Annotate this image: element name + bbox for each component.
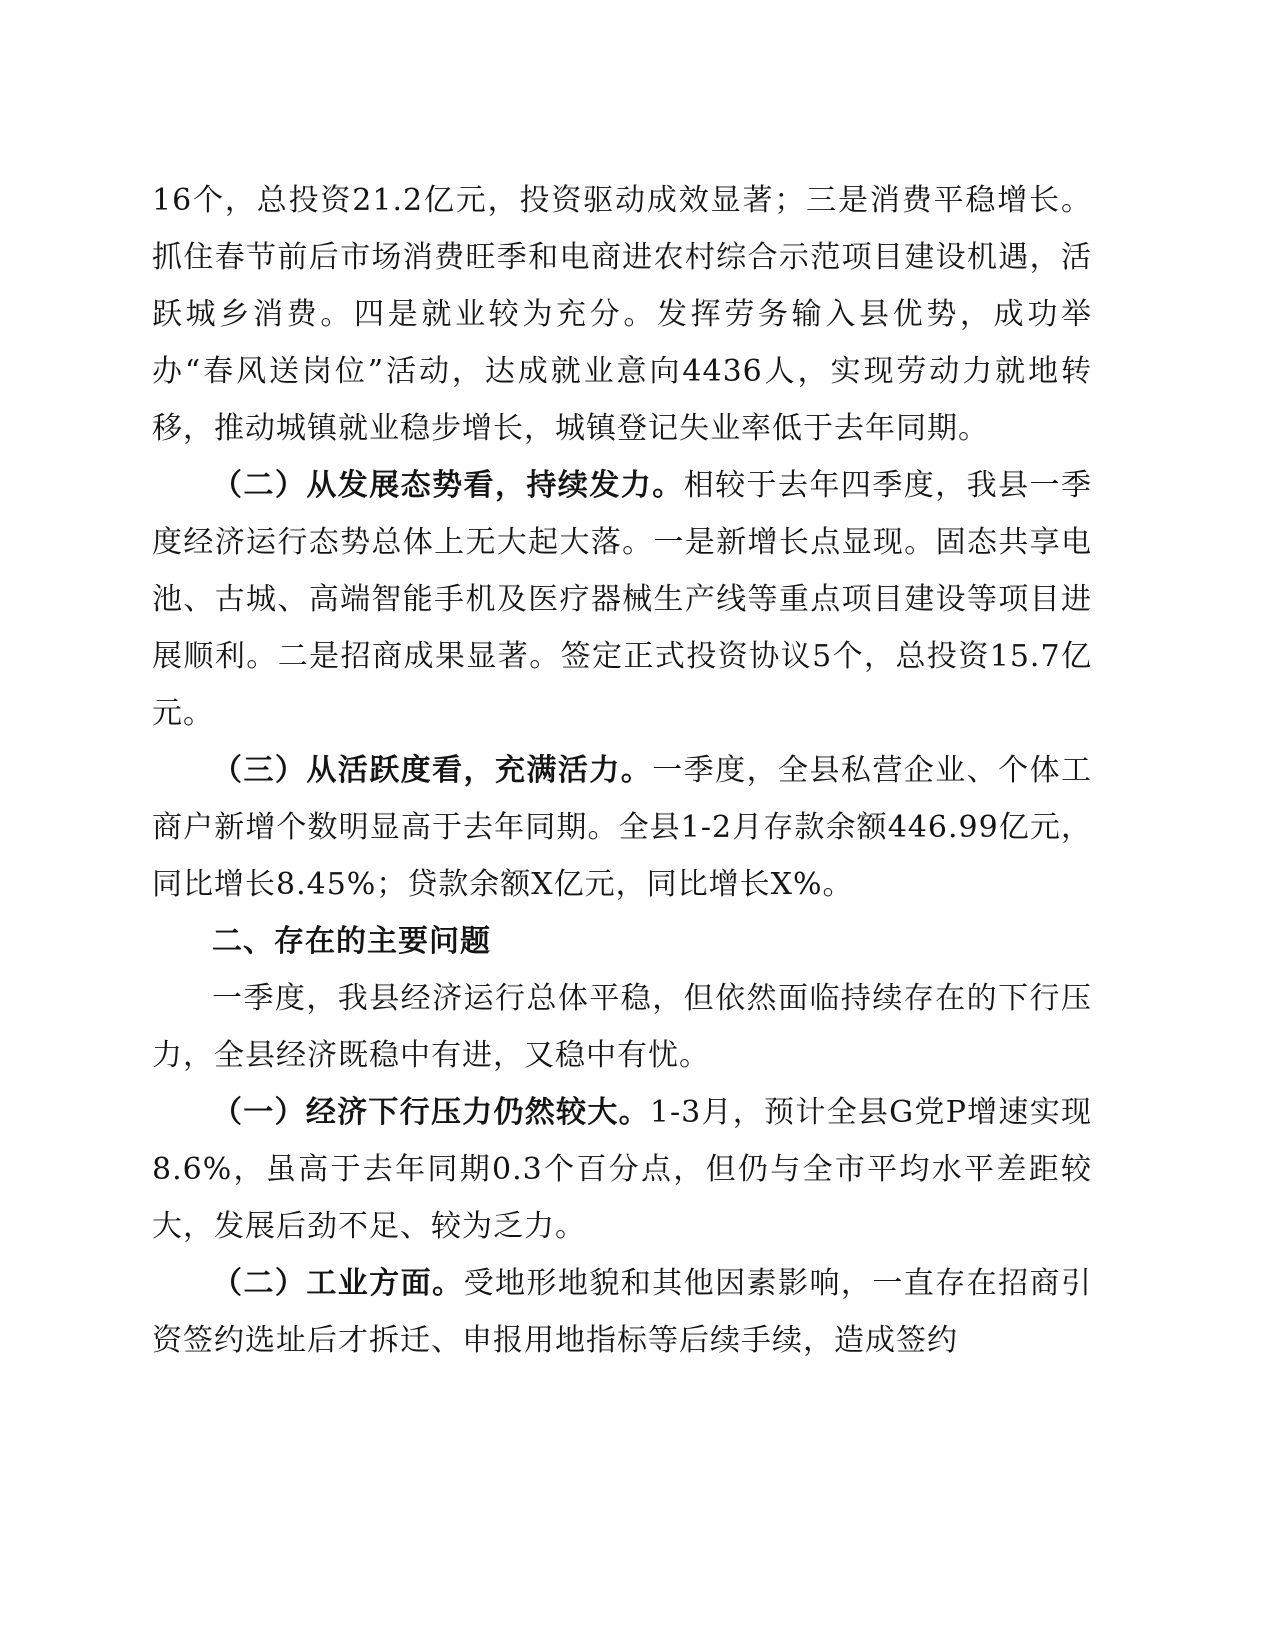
paragraph-development-trend — [152, 457, 1092, 742]
section-heading: 二、存在的主要问题 — [212, 924, 491, 959]
paragraph-text: 受地形地貌和其他因素影响，一直存在招商引资签约选址后才拆迁、申报用地指标等后续手续，造成签约 — [152, 1266, 1093, 1358]
paragraph-lead: （二）从发展态势看，持续发力。 — [212, 468, 684, 503]
paragraph-industry — [152, 1255, 1092, 1369]
paragraph-text: 相较于去年四季度，我县一季度经济运行态势总体上无大起大落。一是新增长点显现。固态共享电池、古城、高端智能手机及医疗器械生产线等重点项目建设等项目进展顺利。二是招商成果显著。签定正式投资协议5个，总投资15.7亿元。 — [152, 468, 1093, 731]
paragraph-activity — [152, 742, 1092, 913]
paragraph-downward-pressure — [152, 1084, 1092, 1255]
paragraph-lead: （二）工业方面。 — [212, 1266, 464, 1301]
paragraph-text: 1-3月，预计全县G党P增速实现8.6%，虽高于去年同期0.3个百分点，但仍与全市平均水平差距较大，发展后劲不足、较为乏力。 — [152, 1095, 1092, 1244]
document-body — [152, 172, 1092, 1369]
paragraph-problems-intro: 一季度，我县经济运行总体平稳，但依然面临持续存在的下行压力，全县经济既稳中有进，又稳中有忧。 — [152, 981, 1092, 1073]
paragraph-lead: （一）经济下行压力仍然较大。 — [212, 1095, 650, 1130]
paragraph-text: 一季度，全县私营企业、个体工商户新增个数明显高于去年同期。全县1-2月存款余额446.99亿元，同比增长8.45%；贷款余额X亿元，同比增长X%。 — [152, 753, 1093, 902]
paragraph-continued: 16个，总投资21.2亿元，投资驱动成效显著；三是消费平稳增长。抓住春节前后市场消费旺季和电商进农村综合示范项目建设机遇，活跃城乡消费。四是就业较为充分。发挥劳务输入县优势，成功举办“春风送岗位”活动，达成就业意向4436人，实现劳动力就地转移，推动城镇就业稳步增长，城镇登记失业率低于去年同期。 — [152, 183, 1092, 446]
paragraph-lead: （三）从活跃度看，充满活力。 — [212, 753, 653, 788]
